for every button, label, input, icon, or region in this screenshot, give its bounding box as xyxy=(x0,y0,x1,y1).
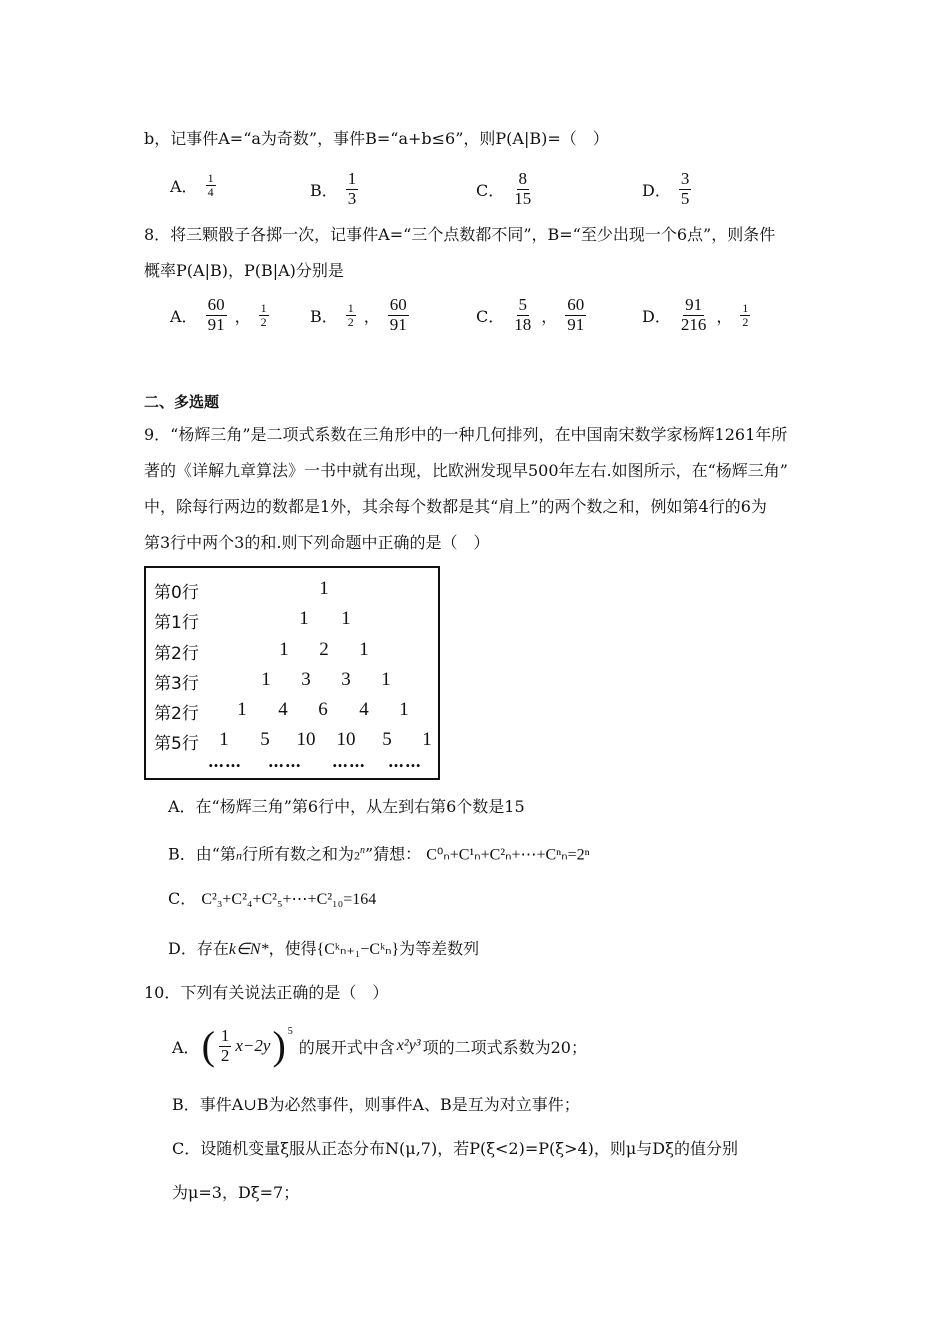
triangle-number: 1 xyxy=(237,699,247,720)
option-label: C． xyxy=(476,180,505,200)
comma: ， xyxy=(234,306,251,326)
triangle-row xyxy=(146,669,438,699)
q7-option-b[interactable] xyxy=(310,170,360,208)
triangle-number: 1 xyxy=(399,699,409,720)
triangle-number: 1 xyxy=(422,729,432,750)
q9-stem-line2: 著的《详解九章算法》一书中就有出现，比欧洲发现早500年左右.如图所示，在“杨辉三角” xyxy=(144,461,788,480)
q9-stem-line4: 第3行中两个3的和.则下列命题中正确的是（ ） xyxy=(144,533,490,552)
triangle-number: 1 xyxy=(261,669,271,690)
variable-n: n xyxy=(235,848,242,863)
numerator: 1 xyxy=(260,300,267,315)
fraction xyxy=(565,296,586,334)
triangle-number: 4 xyxy=(359,699,369,720)
option-label: C． xyxy=(168,889,197,908)
denominator: 2 xyxy=(347,314,354,329)
q7-option-c[interactable] xyxy=(476,170,535,208)
triangle-number: 1 xyxy=(341,608,351,629)
denominator: 216 xyxy=(680,314,707,334)
fraction xyxy=(259,302,269,329)
triangle-number: 2 xyxy=(319,639,329,660)
comma: ， xyxy=(541,306,558,326)
denominator: 2 xyxy=(220,1045,230,1065)
yanghui-triangle-figure xyxy=(144,566,440,780)
q9-stem-line3: 中，除每行两边的数都是1外，其余每个数都是其“肩上”的两个数之和，例如第4行的6为 xyxy=(144,497,767,516)
triangle-number: 4 xyxy=(278,699,288,720)
comma: ， xyxy=(716,306,733,326)
triangle-row xyxy=(146,578,438,608)
fraction xyxy=(740,302,750,329)
q10-option-c-line2: 为μ=3，Dξ=7； xyxy=(172,1183,300,1202)
power-exponent: n xyxy=(359,845,365,856)
fraction xyxy=(679,296,709,334)
combination-sum-formula: C²₃+C²₄+C²₅+⋯+C²₁₀=164 xyxy=(201,891,377,908)
denominator: 18 xyxy=(514,314,532,334)
ellipsis: …… xyxy=(268,752,302,771)
q7-option-a[interactable] xyxy=(170,172,218,199)
left-paren: ( xyxy=(201,1023,215,1068)
q8-option-a[interactable] xyxy=(170,296,271,334)
fraction xyxy=(388,296,409,334)
ellipsis: …… xyxy=(208,752,242,771)
row-label: 第0行 xyxy=(154,583,199,603)
denominator: 91 xyxy=(207,314,225,334)
denominator: 91 xyxy=(567,314,585,334)
row-label: 第2行 xyxy=(154,644,199,664)
q8-stem-line2: 概率P(A|B)，P(B|A)分别是 xyxy=(144,261,344,280)
option-b-text: 行所有数之和为 xyxy=(241,844,354,864)
triangle-number: 5 xyxy=(382,729,392,750)
option-d-text: ，使得 xyxy=(268,939,317,958)
ellipsis: …… xyxy=(388,752,422,771)
triangle-number: 5 xyxy=(260,729,270,750)
fraction xyxy=(206,172,216,199)
numerator: 8 xyxy=(518,169,527,188)
binomial-sum-formula: C⁰ₙ+C¹ₙ+C²ₙ+⋯+Cⁿₙ=2ⁿ xyxy=(426,846,590,864)
option-label: D． xyxy=(642,180,671,200)
triangle-number: 10 xyxy=(296,729,316,750)
numerator: 1 xyxy=(347,300,354,315)
term-formula: x²y³ xyxy=(396,1037,421,1054)
numerator: 1 xyxy=(220,1025,230,1045)
q8-option-b[interactable] xyxy=(310,296,411,334)
option-b-text: ”猜想： xyxy=(364,844,422,864)
row-label: 第5行 xyxy=(154,734,199,754)
option-b-text: B．由“第 xyxy=(168,844,236,864)
numerator: 91 xyxy=(685,295,703,314)
q9-option-a[interactable]: A．在“杨辉三角”第6行中，从左到右第6个数是15 xyxy=(168,797,525,816)
fraction xyxy=(679,170,692,208)
triangle-number: 1 xyxy=(359,639,369,660)
triangle-number: 1 xyxy=(319,578,329,599)
numerator: 60 xyxy=(567,295,585,314)
denominator: 4 xyxy=(207,185,214,200)
option-a-text: 的展开式中含 xyxy=(298,1037,395,1057)
q8-option-c[interactable] xyxy=(476,296,588,334)
q7-stem: b，记事件A=“a为奇数”，事件B=“a+b≤6”，则P(A|B)=（ ） xyxy=(144,129,609,148)
q8-option-d[interactable] xyxy=(642,296,752,334)
triangle-row xyxy=(146,639,438,669)
denominator: 15 xyxy=(514,188,532,208)
numerator: 60 xyxy=(389,295,407,314)
right-paren: ) xyxy=(272,1023,286,1068)
triangle-number: 6 xyxy=(318,699,328,720)
row-label: 第2行 xyxy=(154,704,199,724)
q9-option-d[interactable] xyxy=(168,938,479,961)
q10-option-b[interactable]: B．事件A∪B为必然事件，则事件A、B是互为对立事件； xyxy=(172,1095,580,1114)
option-label: B． xyxy=(310,180,338,200)
q8-stem-line1: 8．将三颗骰子各掷一次，记事件A=“三个点数都不同”，B=“至少出现一个6点”，则条件 xyxy=(144,225,776,244)
binomial-expression: x−2y xyxy=(235,1036,271,1055)
option-label: B． xyxy=(310,306,338,326)
fraction xyxy=(512,296,533,334)
fraction xyxy=(512,170,533,208)
numerator: 1 xyxy=(347,169,357,188)
option-d-text: D．存在 xyxy=(168,939,229,958)
exponent: 5 xyxy=(287,1026,293,1037)
q10-option-a[interactable] xyxy=(172,1023,587,1068)
fraction xyxy=(346,302,356,329)
q10-option-c-line1[interactable]: C．设随机变量ξ服从正态分布N(μ,7)，若P(ξ<2)=P(ξ>4)，则μ与Dξ的值分别 xyxy=(172,1139,738,1158)
triangle-number: 3 xyxy=(301,669,311,690)
comma: ， xyxy=(363,306,380,326)
power-base: 2 xyxy=(353,848,360,863)
q7-option-d[interactable] xyxy=(642,170,693,208)
numerator: 1 xyxy=(207,171,214,185)
denominator: 2 xyxy=(260,314,267,329)
q9-option-c[interactable] xyxy=(168,888,376,911)
denominator: 2 xyxy=(742,314,749,329)
denominator: 5 xyxy=(680,188,690,208)
triangle-number: 3 xyxy=(341,669,351,690)
triangle-row xyxy=(146,608,438,638)
denominator: 91 xyxy=(389,314,407,334)
triangle-number: 1 xyxy=(299,608,309,629)
row-label: 第1行 xyxy=(154,613,199,633)
fraction xyxy=(219,1027,232,1065)
ellipsis: …… xyxy=(332,752,366,771)
triangle-row xyxy=(146,699,438,729)
row-label: 第3行 xyxy=(154,674,199,694)
fraction xyxy=(346,170,359,208)
section-heading: 二、多选题 xyxy=(144,393,220,411)
q10-stem: 10．下列有关说法正确的是（ ） xyxy=(144,983,389,1002)
option-label: A． xyxy=(172,1037,200,1057)
q9-option-b[interactable] xyxy=(168,840,590,866)
sequence-formula: {Cᵏₙ₊₁−Cᵏₙ} xyxy=(316,941,400,958)
triangle-number: 1 xyxy=(219,729,229,750)
option-label: C． xyxy=(476,306,505,326)
fraction xyxy=(206,296,227,334)
triangle-number: 1 xyxy=(381,669,391,690)
option-label: D． xyxy=(642,306,671,326)
triangle-number: 10 xyxy=(336,729,356,750)
option-d-text: 为等差数列 xyxy=(399,939,480,958)
option-label: A． xyxy=(170,177,198,197)
numerator: 1 xyxy=(742,300,749,315)
option-a-text: 项的二项式系数为20； xyxy=(422,1037,587,1057)
q9-stem-line1: 9．“杨辉三角”是二项式系数在三角形中的一种几何排列，在中国南宋数学家杨辉1261年所 xyxy=(144,425,788,444)
option-label: A． xyxy=(170,306,198,326)
triangle-number: 1 xyxy=(279,639,289,660)
numerator: 5 xyxy=(518,295,527,314)
numerator: 60 xyxy=(207,295,225,314)
numerator: 3 xyxy=(680,169,690,188)
denominator: 3 xyxy=(347,188,357,208)
condition-formula: k∈N* xyxy=(228,941,269,958)
